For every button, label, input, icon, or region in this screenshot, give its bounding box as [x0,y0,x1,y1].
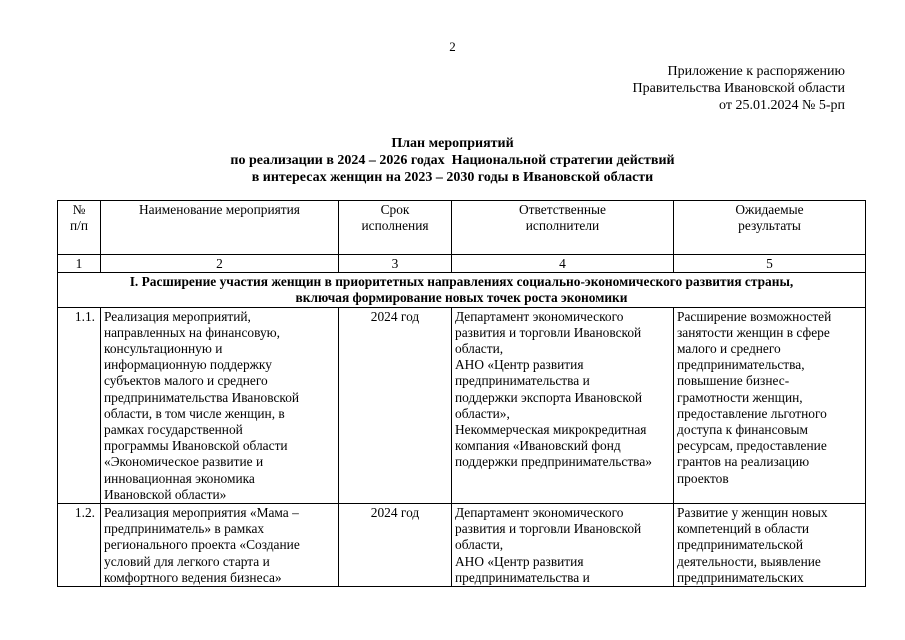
table-row [58,504,866,587]
row-executors: Департамент экономического развития и торговли Ивановской области, АНО «Центр развития предпринимательства и поддержки экспорта Ивановской области», Некоммерческая микрокредитная компания «Ивановский фонд поддержки предпринимательства» [452,307,674,503]
header-results: Ожидаемые результаты [674,201,866,255]
title-line-3: в интересах женщин на 2023 – 2030 годы в Ивановской области [251,170,654,185]
table-header-row [58,201,866,255]
column-number: 3 [339,255,452,273]
header-executors: Ответственные исполнители [452,201,674,255]
section-row [58,273,866,307]
column-number: 4 [452,255,674,273]
appendix-line-2: Правительства Ивановской области [632,81,845,96]
row-results: Развитие у женщин новых компетенций в области предпринимательской деятельности, выявление предпринимательских [674,504,866,587]
row-number: 1.1. [58,307,101,503]
row-results: Расширение возможностей занятости женщин в сфере малого и среднего предпринимательства, повышение бизнес- грамотности женщин, предоставление льготного доступа к финансовым ресурсам, предоставление грантов на реализацию проектов [674,307,866,503]
header-num: № п/п [58,201,101,255]
row-name: Реализация мероприятий, направленных на финансовую, консультационную и информационную поддержку субъектов малого и среднего предпринимательства Ивановской области, в том числе женщин, в рамках государственной программы Ивановской области «Экономическое развитие и инновационная экономика Ивановской области» [101,307,339,503]
page-number: 2 [449,39,456,54]
row-number: 1.2. [58,504,101,587]
table-row [58,307,866,503]
header-name: Наименование мероприятия [101,201,339,255]
appendix-line-3: от 25.01.2024 № 5-рп [719,98,845,113]
row-term: 2024 год [339,504,452,587]
document-title [0,135,905,186]
appendix-block [633,63,845,114]
row-executors: Департамент экономического развития и торговли Ивановской области, АНО «Центр развития предпринимательства и [452,504,674,587]
column-number: 5 [674,255,866,273]
plan-table [57,200,866,587]
title-line-2: по реализации в 2024 – 2026 годах Национальной стратегии действий [230,153,675,168]
header-term: Срок исполнения [339,201,452,255]
title-line-1: План мероприятий [391,136,514,151]
row-name: Реализация мероприятия «Мама – предприниматель» в рамках регионального проекта «Создание условий для легкого старта и комфортного ведения бизнеса» [101,504,339,587]
column-numbers-row [58,255,866,273]
row-term: 2024 год [339,307,452,503]
section-title: I. Расширение участия женщин в приоритетных направлениях социально-экономического развития страны, включая формирование новых точек роста экономики [58,273,866,307]
column-number: 1 [58,255,101,273]
column-number: 2 [101,255,339,273]
appendix-line-1: Приложение к распоряжению [667,64,845,79]
